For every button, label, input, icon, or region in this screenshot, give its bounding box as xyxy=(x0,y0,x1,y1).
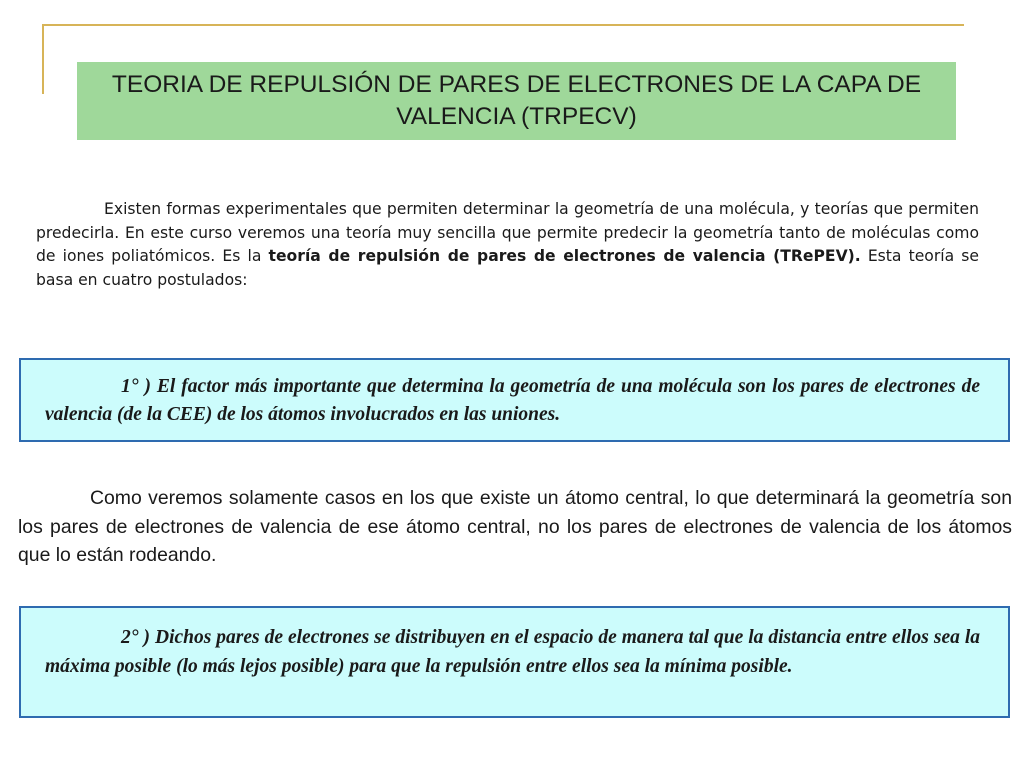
postulate-1-text: 1° ) El factor más importante que determina la geometría de una molécula son los pares de electrones de valencia (de la CEE) de los átomos involucrados en las uniones. xyxy=(45,376,980,425)
intro-text-after: Esta teoría se basa en cuatro postulados: xyxy=(36,247,979,289)
title-banner xyxy=(77,62,956,140)
postulate-1-box xyxy=(19,358,1010,442)
accent-line-top xyxy=(42,24,964,26)
postulate-2-box xyxy=(19,606,1010,718)
explanation-paragraph: Como veremos solamente casos en los que existe un átomo central, lo que determinará la geometría son los pares de electrones de valencia de ese átomo central, no los pares de electrones de valencia de los átomos que lo están rodeando. xyxy=(18,487,1012,566)
postulate-2-text: 2° ) Dichos pares de electrones se distribuyen en el espacio de manera tal que la distancia entre ellos sea la máxima posible (lo más lejos posible) para que la repulsión entre ellos sea la mínima posible. xyxy=(45,627,980,677)
intro-bold-theory-name: teoría de repulsión de pares de electrones de valencia (TRePEV). xyxy=(268,247,861,265)
intro-paragraph xyxy=(36,198,979,292)
slide-title: TEORIA DE REPULSIÓN DE PARES DE ELECTRONES DE LA CAPA DE VALENCIA (TRPECV) xyxy=(111,71,922,130)
intro-text-before: Existen formas experimentales que permiten determinar la geometría de una molécula, y teorías que permiten predecirla. En este curso veremos una teoría muy sencilla que permite predecir la geometría tanto de moléculas como de iones poliatómicos. Es la xyxy=(36,200,979,265)
accent-line-left xyxy=(42,24,44,94)
